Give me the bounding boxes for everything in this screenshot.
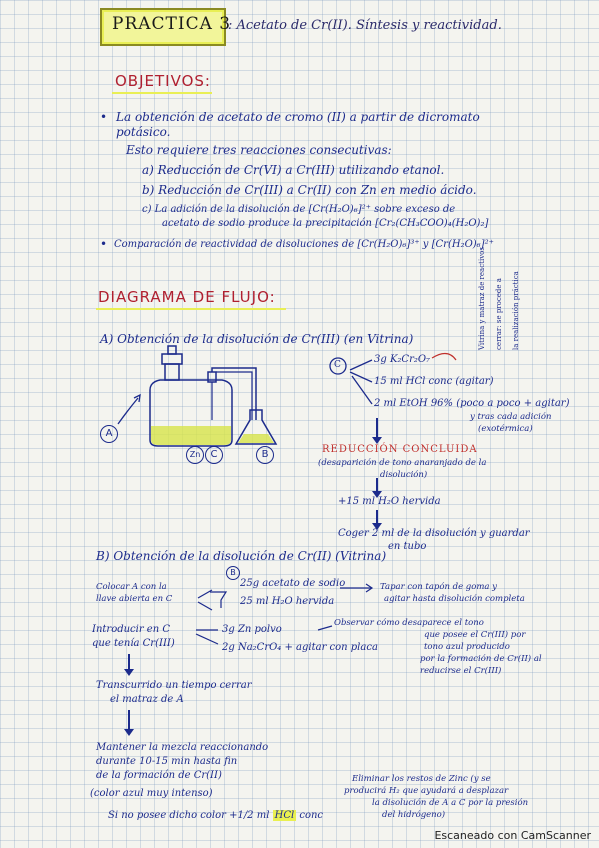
step-c-line1: c) La adición de la disolución de [Cr(H₂O)₆]²⁺ sobre exceso de [142, 204, 456, 215]
practica-subtitle: : Acetato de Cr(II). Síntesis y reactividad. [228, 18, 502, 33]
requires-text: Esto requiere tres reacciones consecutivas: [126, 143, 392, 157]
arrow-down-b2 [128, 710, 130, 730]
label-b-small-circle: B [226, 566, 240, 580]
observe-2: que posee el Cr(III) por [424, 630, 526, 640]
reagent-etoh-note: y tras cada adición [470, 412, 552, 422]
side-note-2: cerrar: se procede a [495, 278, 503, 350]
heat-line1: Transcurrido un tiempo cerrar [96, 680, 252, 691]
side-note-3: la realización práctica [512, 271, 520, 350]
cover-line1: Tapar con tapón de goma y [380, 582, 497, 592]
label-a-circle: A [100, 425, 118, 443]
reduction-note2: disolución) [380, 470, 428, 480]
step-a: a) Reducción de Cr(VI) a Cr(III) utilizando etanol. [142, 163, 445, 177]
observe-4: por la formación de Cr(II) al [420, 654, 542, 664]
diagrama-heading: DIAGRAMA DE FLUJO: [98, 288, 276, 306]
side-note-1: Vitrina y matraz de reactivos [478, 247, 486, 350]
place-a-line2: llave abierta en C [96, 594, 173, 604]
remove-line3: la disolución de A a C por la presión [372, 798, 529, 808]
reagent-hcl: 15 ml HCl conc (agitar) [374, 376, 494, 387]
intro-line1: Introducir en C [92, 624, 170, 635]
observe-3: tono azul producido [424, 642, 510, 652]
bullet-1: • [100, 110, 108, 124]
step-b: b) Reducción de Cr(III) a Cr(II) con Zn en medio ácido. [142, 183, 477, 197]
part-b-heading: B) Obtención de la disolución de Cr(II) (Vitrina) [96, 549, 387, 563]
objetivos-heading: OBJETIVOS: [115, 72, 211, 90]
practica-title: PRACTICA 3 [112, 14, 232, 34]
keep-line2: durante 10-15 min hasta fin [96, 756, 238, 767]
if-line [108, 810, 323, 821]
observe-1: Observar cómo desaparece el tono [334, 618, 484, 628]
objetivo-2: Comparación de reactividad de disoluciones de [Cr(H₂O)₆]³⁺ y [Cr(H₂O)₆]²⁺ [114, 239, 494, 250]
reagent-zn-2: 2g Na₂CrO₄ + agitar con placa [222, 642, 378, 653]
reagent-boiled-water: 25 ml H₂O hervida [240, 596, 335, 607]
color-note: (color azul muy intenso) [90, 788, 213, 799]
if-line-text: Si no posee dicho color +1/2 ml [108, 810, 270, 821]
hcl-highlight: HCl [274, 810, 295, 821]
if-line-conc: conc [299, 810, 324, 821]
part-a-heading: A) Obtención de la disolución de Cr(III) (en Vitrina) [100, 332, 414, 346]
remove-line1: Eliminar los restos de Zinc (y se [352, 774, 491, 784]
arrow-down-b1 [128, 654, 130, 670]
take-sample-2: en tubo [388, 541, 427, 552]
reduction-done: REDUCCIÓN CONCLUIDA [322, 444, 478, 455]
remove-line4: del hidrógeno) [382, 810, 446, 820]
add-water: +15 ml H₂O hervida [338, 496, 441, 507]
reagent-zn: 3g Zn polvo [222, 624, 282, 635]
arrow-down-1 [376, 418, 378, 438]
reagent-na-acetate: 25g acetato de sodio [240, 578, 346, 589]
scanner-watermark: Escaneado con CamScanner [434, 829, 591, 842]
intro-line2: que tenía Cr(III) [92, 638, 175, 649]
heat-line2: el matraz de A [110, 694, 184, 705]
label-c-reagents: C [334, 360, 341, 370]
take-sample: Coger 2 ml de la disolución y guardar [338, 528, 530, 539]
cover-line2: agitar hasta disolución completa [384, 594, 525, 604]
objetivo-1-line2: potásico. [116, 125, 171, 139]
label-b-circle: B [256, 446, 274, 464]
observe-5: reducirse el Cr(III) [420, 666, 502, 676]
label-c-circle: C [205, 446, 223, 464]
reduction-note: (desaparición de tono anaranjado de la [318, 458, 487, 468]
label-zn-circle: Zn [186, 446, 204, 464]
keep-line1: Mantener la mezcla reaccionando [96, 742, 269, 753]
reagent-etoh-note2: (exotérmica) [478, 424, 533, 434]
place-a-line1: Colocar A con la [96, 582, 167, 592]
bullet-2: • [100, 237, 108, 251]
reagent-k2cr2o7: 3g K₂Cr₂O₇ [374, 354, 431, 365]
reagent-etoh: 2 ml EtOH 96% (poco a poco + agitar) [374, 398, 570, 409]
keep-line3: de la formación de Cr(II) [96, 770, 222, 781]
arrow-down-2 [376, 478, 378, 492]
objetivo-1-line1: La obtención de acetato de cromo (II) a partir de dicromato [116, 110, 480, 124]
remove-line2: producirá H₂ que ayudará a desplazar [344, 786, 509, 796]
arrow-down-3 [376, 510, 378, 524]
step-c-line2: acetato de sodio produce la precipitación [Cr₂(CH₃COO)₄(H₂O)₂] [162, 218, 489, 229]
